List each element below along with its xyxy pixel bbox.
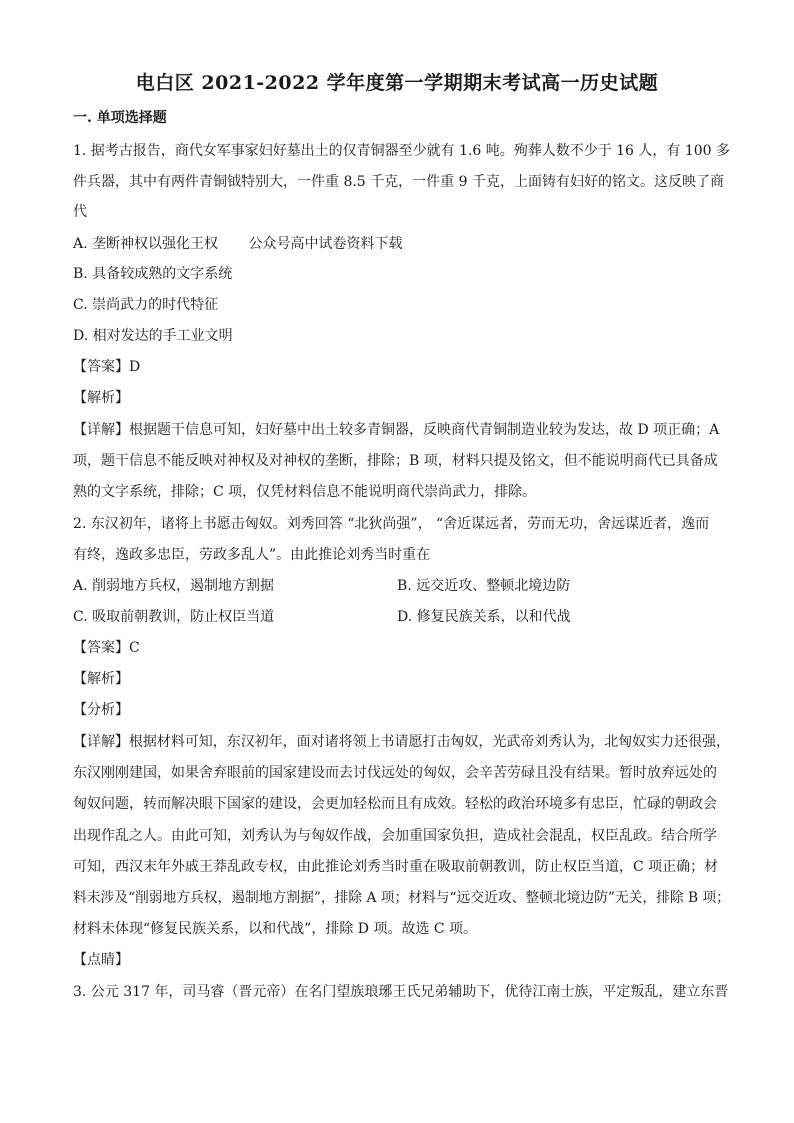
q1-stem-line-3: 代 xyxy=(73,204,87,220)
q1-answer-value: D xyxy=(129,359,141,375)
q2-stem-line-2: 有终，逸政多忠臣，劳政多乱人”。由此推论刘秀当时重在 xyxy=(73,547,431,563)
q2-option-c: C. 吸取前朝教训，防止权臣当道 xyxy=(73,609,275,625)
page-title: 电白区 2021-2022 学年度第一学期期末考试高一历史试题 xyxy=(135,72,659,94)
q1-detail-line-3: 熟的文字系统，排除；C 项，仅凭材料信息不能说明商代崇尚武力，排除。 xyxy=(73,484,537,500)
section-heading: 一. 单项选择题 xyxy=(73,110,167,126)
q2-answer-label: 【答案】 xyxy=(73,640,129,656)
q2-detail-text-1: 根据材料可知，东汉初年，面对诸将领上书请愿打击匈奴，光武帝刘秀认为，北匈奴实力还很强， xyxy=(128,734,731,750)
q2-option-d: D. 修复民族关系，以和代战 xyxy=(397,609,571,625)
q2-stem-line-1: 2. 东汉初年，诸将上书愿击匈奴。刘秀回答 “北狄尚强”， “舍近谋远者，劳而无功，舍远谋近者，逸而 xyxy=(73,516,710,532)
q1-detail-label: 【详解】 xyxy=(73,422,129,438)
q2-analysis-label: 【解析】 xyxy=(73,671,129,687)
watermark-text: 公众号高中试卷资料下载 xyxy=(248,236,403,252)
q2-answer-value: C xyxy=(129,640,140,656)
q2-answer xyxy=(73,638,140,658)
q1-option-a-text: A. 垄断神权以强化王权 xyxy=(73,236,219,252)
q2-dianjing-label: 【点睛】 xyxy=(73,952,129,968)
q1-stem-line-2: 件兵器，其中有两件青铜钺特别大，一件重 8.5 千克，一件重 9 千克，上面铸有妇好的铭文。这反映了商 xyxy=(73,174,724,190)
q1-option-d: D. 相对发达的手工业文明 xyxy=(73,328,233,344)
q2-detail-line-4: 出现作乱之人。由此可知，刘秀认为与匈奴作战，会加重国家负担，造成社会混乱，权臣乱政。结合所学 xyxy=(73,828,717,844)
q1-answer-label: 【答案】 xyxy=(73,359,129,375)
q2-option-a: A. 削弱地方兵权，遏制地方割据 xyxy=(73,578,275,594)
q1-option-c: C. 崇尚武力的时代特征 xyxy=(73,297,219,313)
q1-detail-text-1: 根据题干信息可知，妇好墓中出土较多青铜器，反映商代青铜制造业较为发达，故 D 项正确；A xyxy=(129,422,720,438)
q2-detail-line-5: 可知，西汉末年外戚王莽乱政专权，由此推论刘秀当时重在吸取前朝教训，防止权臣当道，C 项正确；材 xyxy=(73,859,719,875)
q1-answer xyxy=(73,357,140,377)
q1-detail-line-2: 项，题干信息不能反映对神权及对神权的垄断，排除；B 项，材料只提及铭文，但不能说明商代已具备成 xyxy=(73,453,718,469)
q2-detail-line-6: 料未涉及“削弱地方兵权，遏制地方割据”，排除 A 项；材料与“远交近攻、整顿北境边防”无关，排除 B 项； xyxy=(73,890,730,906)
q1-stem-line-1: 1. 据考古报告，商代女军事家妇好墓出土的仅青铜器至少就有 1.6 吨。殉葬人数不少于 16 人，有 100 多 xyxy=(73,143,730,159)
q2-detail-line-1 xyxy=(73,732,730,752)
q1-analysis-label: 【解析】 xyxy=(73,390,129,406)
q2-fenxi-label: 【分析】 xyxy=(73,702,129,718)
q2-detail-line-3: 匈奴问题，转而解决眼下国家的建设，会更加轻松而且有成效。轻松的政治环境多有忠臣，忙碌的朝政会 xyxy=(73,796,717,812)
q2-option-b: B. 远交近攻、整顿北境边防 xyxy=(397,578,571,594)
q1-option-b: B. 具备较成熟的文字系统 xyxy=(73,266,233,282)
q2-detail-line-7: 材料未体现“修复民族关系，以和代战”，排除 D 项。故选 C 项。 xyxy=(73,921,478,937)
q1-option-a xyxy=(73,234,402,254)
q3-stem-line-1: 3. 公元 317 年，司马睿（晋元帝）在名门望族琅琊王氏兄弟辅助下，优待江南士族，平定叛乱，建立东晋 xyxy=(73,984,729,1000)
q2-detail-line-2: 东汉刚刚建国，如果舍弃眼前的国家建设而去讨伐远处的匈奴，会辛苦劳碌且没有结果。暂时放弃远处的 xyxy=(73,765,717,781)
q1-detail-line-1 xyxy=(73,420,719,440)
q2-detail-label: 【详解】 xyxy=(73,734,129,750)
